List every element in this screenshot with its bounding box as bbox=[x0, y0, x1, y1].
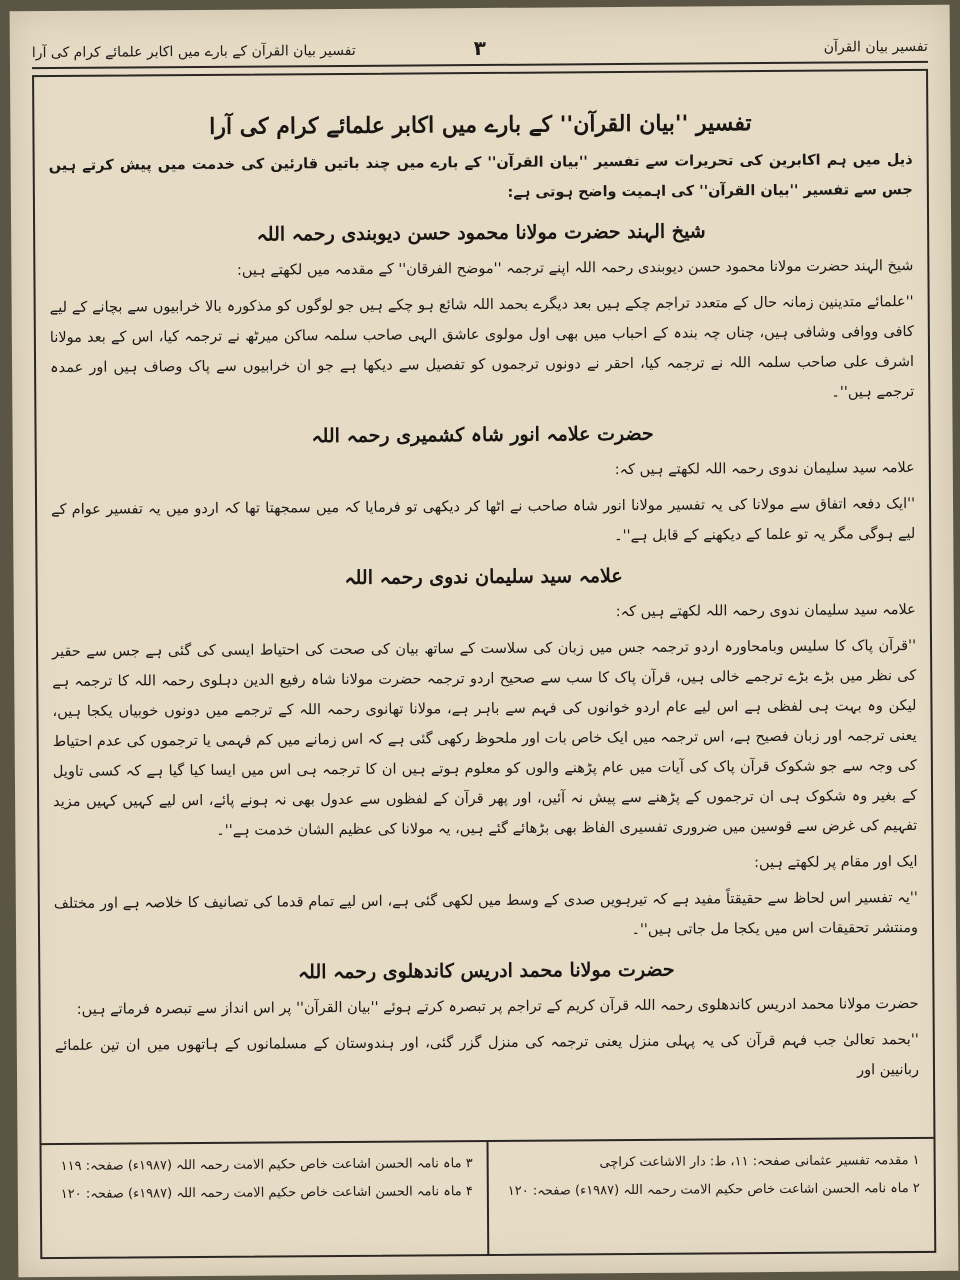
header-left: تفسیر بیان القرآن کے بارے میں اکابر علمائے کرام کی آرا bbox=[31, 42, 356, 62]
section-heading-anwar-shah: حضرت علامہ انور شاہ کشمیری رحمہ اللہ bbox=[311, 422, 654, 448]
footnotes-right-column bbox=[488, 1139, 934, 1254]
section-paragraph: ایک اور مقام پر لکھتے ہیں: bbox=[754, 853, 918, 872]
page-frame bbox=[32, 69, 936, 1259]
section-paragraph: علامہ سید سلیمان ندوی رحمہ اللہ لکھتے ہیں کہ: bbox=[615, 601, 916, 621]
page-number: ۳ bbox=[473, 35, 487, 61]
footnotes bbox=[41, 1137, 934, 1257]
section-paragraph: علامہ سید سلیمان ندوی رحمہ اللہ لکھتے ہیں کہ: bbox=[614, 459, 915, 479]
footnote-2: ۲ ماہ نامہ الحسن اشاعت خاص حکیم الامت رحمہ اللہ (۱۹۸۷ء) صفحہ: ۱۲۰ bbox=[507, 1180, 920, 1199]
intro-paragraph: ذیل میں ہم اکابرین کی تحریرات سے تفسیر ''بیان القرآن'' کے بارے میں چند باتیں قارئین کی خدمت میں پیش کرتے ہیں جس سے تفسیر ''بیان القرآن'' کی اہمیت واضح ہوتی ہے: bbox=[48, 151, 913, 201]
main-title: تفسیر ''بیان القرآن'' کے بارے میں اکابر علمائے کرام کی آرا bbox=[209, 110, 752, 140]
section-paragraph: حضرت مولانا محمد ادریس کاندھلوی رحمہ اللہ قرآن کریم کے تراجم پر تبصرہ کرتے ہوئے ''بیان القرآن'' پر اس انداز سے تبصرہ فرماتے ہیں: bbox=[76, 995, 919, 1018]
page-content bbox=[48, 109, 919, 1091]
quote-paragraph: ''علمائے متدینین زمانہ حال کے متعدد تراجم چکے ہیں بعد دیگرے بحمد اللہ شائع ہو چکے ہیں جو لوگوں کو مذکورہ بالا خرابیوں سے بچانے کے لیے کافی ووافی وشافی ہیں، چناں چہ بندہ کے احباب میں بھی اول مولوی عاشق الہی صاحب سلمہ ساکن میرٹھ نے ترجمہ کیا، اس کے بعد مولانا اشرف علی صاحب سلمہ اللہ نے ترجمہ کیا، احقر نے دونوں ترجموں کو تفصیل سے دیکھا ہے جو ان خرابیوں سے پاک وصاف ہیں اور عمدہ ترجمے ہیں''۔ bbox=[49, 293, 915, 401]
footnote-1: ۱ مقدمہ تفسیر عثمانی صفحہ: ۱۱، ط: دار الاشاعت کراچی bbox=[599, 1152, 920, 1171]
section-paragraph: شیخ الہند حضرت مولانا محمود حسن دیوبندی رحمہ اللہ اپنے ترجمہ ''موضح الفرقان'' کے مقدمہ میں لکھتے ہیں: bbox=[236, 257, 914, 279]
section-heading-sulaiman-nadvi: علامہ سید سلیمان ندوی رحمہ اللہ bbox=[344, 565, 623, 589]
footnote-3: ۳ ماہ نامہ الحسن اشاعت خاص حکیم الامت رحمہ اللہ (۱۹۸۷ء) صفحہ: ۱۱۹ bbox=[60, 1156, 473, 1174]
quote-paragraph: ''ایک دفعہ اتفاق سے مولانا کی یہ تفسیر مولانا انور شاہ صاحب نے اٹھا کر دیکھی تو فرمایا کہ میں سمجھتا تھا کہ اردو میں یہ تفسیر عوام کے لیے ہوگی مگر یہ تو علما کے دیکھنے کے قابل ہے''۔ bbox=[51, 495, 916, 545]
quote-paragraph: ''یہ تفسیر اس لحاظ سے حقیقتاً مفید ہے کہ تیرہویں صدی کے وسط میں لکھی گئی ہے، اس لیے تمام قدما کی تصانیف کا خلاصہ ہے اور مختلف ومنتشر تحقیقات اس میں یکجا مل جاتی ہیں''۔ bbox=[53, 889, 919, 938]
quote-paragraph: ''بحمد تعالیٰ جب فہم قرآن کی یہ پہلی منزل یعنی ترجمہ کی منزل گزر گئی، اور ہندوستان کے مسلمانوں کے ہاتھوں میں ان تین علمائے ربانیین اور bbox=[54, 1031, 920, 1079]
quote-paragraph: ''قرآن پاک کا سلیس وبامحاورہ اردو ترجمہ جس میں زبان کی سلاست کے ساتھ بیان کی صحت کی احتیاط ایسی کی گئی ہے جس سے حقیر کی نظر میں بڑے بڑے ترجمے خالی ہیں، قرآن پاک کا سب سے صحیح اردو ترجمہ حضرت مولانا شاہ رفیع الدین دہلوی رحمہ اللہ کا ترجمہ ہے لیکن وہ بہت ہی لفظی ہے اس لیے عام اردو خوانوں کی فہم سے باہر ہے، مولانا تھانوی رحمہ اللہ کے ترجمے میں دونوں خوبیاں یکجا ہیں، یعنی ترجمہ اور زبان فصیح ہے، اس ترجمہ میں ایک خاص بات اور ملحوظ رکھی گئی ہے کہ اس زمانے میں کم فہمی یا ترجموں کی عدم احتیاط کی وجہ سے جو شکوک قرآن پاک کی آیات میں عام پڑھنے والوں کو معلوم ہوتے ہیں ان کا ترجمہ ہی اس میں ایسا کیا گیا ہے کہ کسی تاویل کے بغیر وہ شکوک ہی ان ترجموں کے پڑھنے سے پیش نہ آئیں، اور پھر قرآن کے لفظوں سے عدول بھی نہ ہونے پائے، اس لیے کہیں کہیں مزید تفہیم کی غرض سے قوسین میں ضروری تفسیری الفاظ بھی بڑھائے گئے ہیں، یہ مولانا کی عظیم الشان خدمت ہے''۔ bbox=[52, 637, 918, 839]
footnote-4: ۴ ماہ نامہ الحسن اشاعت خاص حکیم الامت رحمہ اللہ (۱۹۸۷ء) صفحہ: ۱۲۰ bbox=[60, 1184, 473, 1202]
section-heading-mahmood-hasan: شیخ الہند حضرت مولانا محمود حسن دیوبندی رحمہ اللہ bbox=[256, 220, 706, 246]
section-heading-idrees-kandhlawi: حضرت مولانا محمد ادریس کاندھلوی رحمہ اللہ bbox=[297, 958, 675, 984]
footnotes-left-column bbox=[42, 1142, 490, 1257]
book-page bbox=[10, 5, 959, 1278]
running-header bbox=[32, 33, 928, 69]
header-right: تفسیر بیان القرآن bbox=[823, 38, 928, 56]
